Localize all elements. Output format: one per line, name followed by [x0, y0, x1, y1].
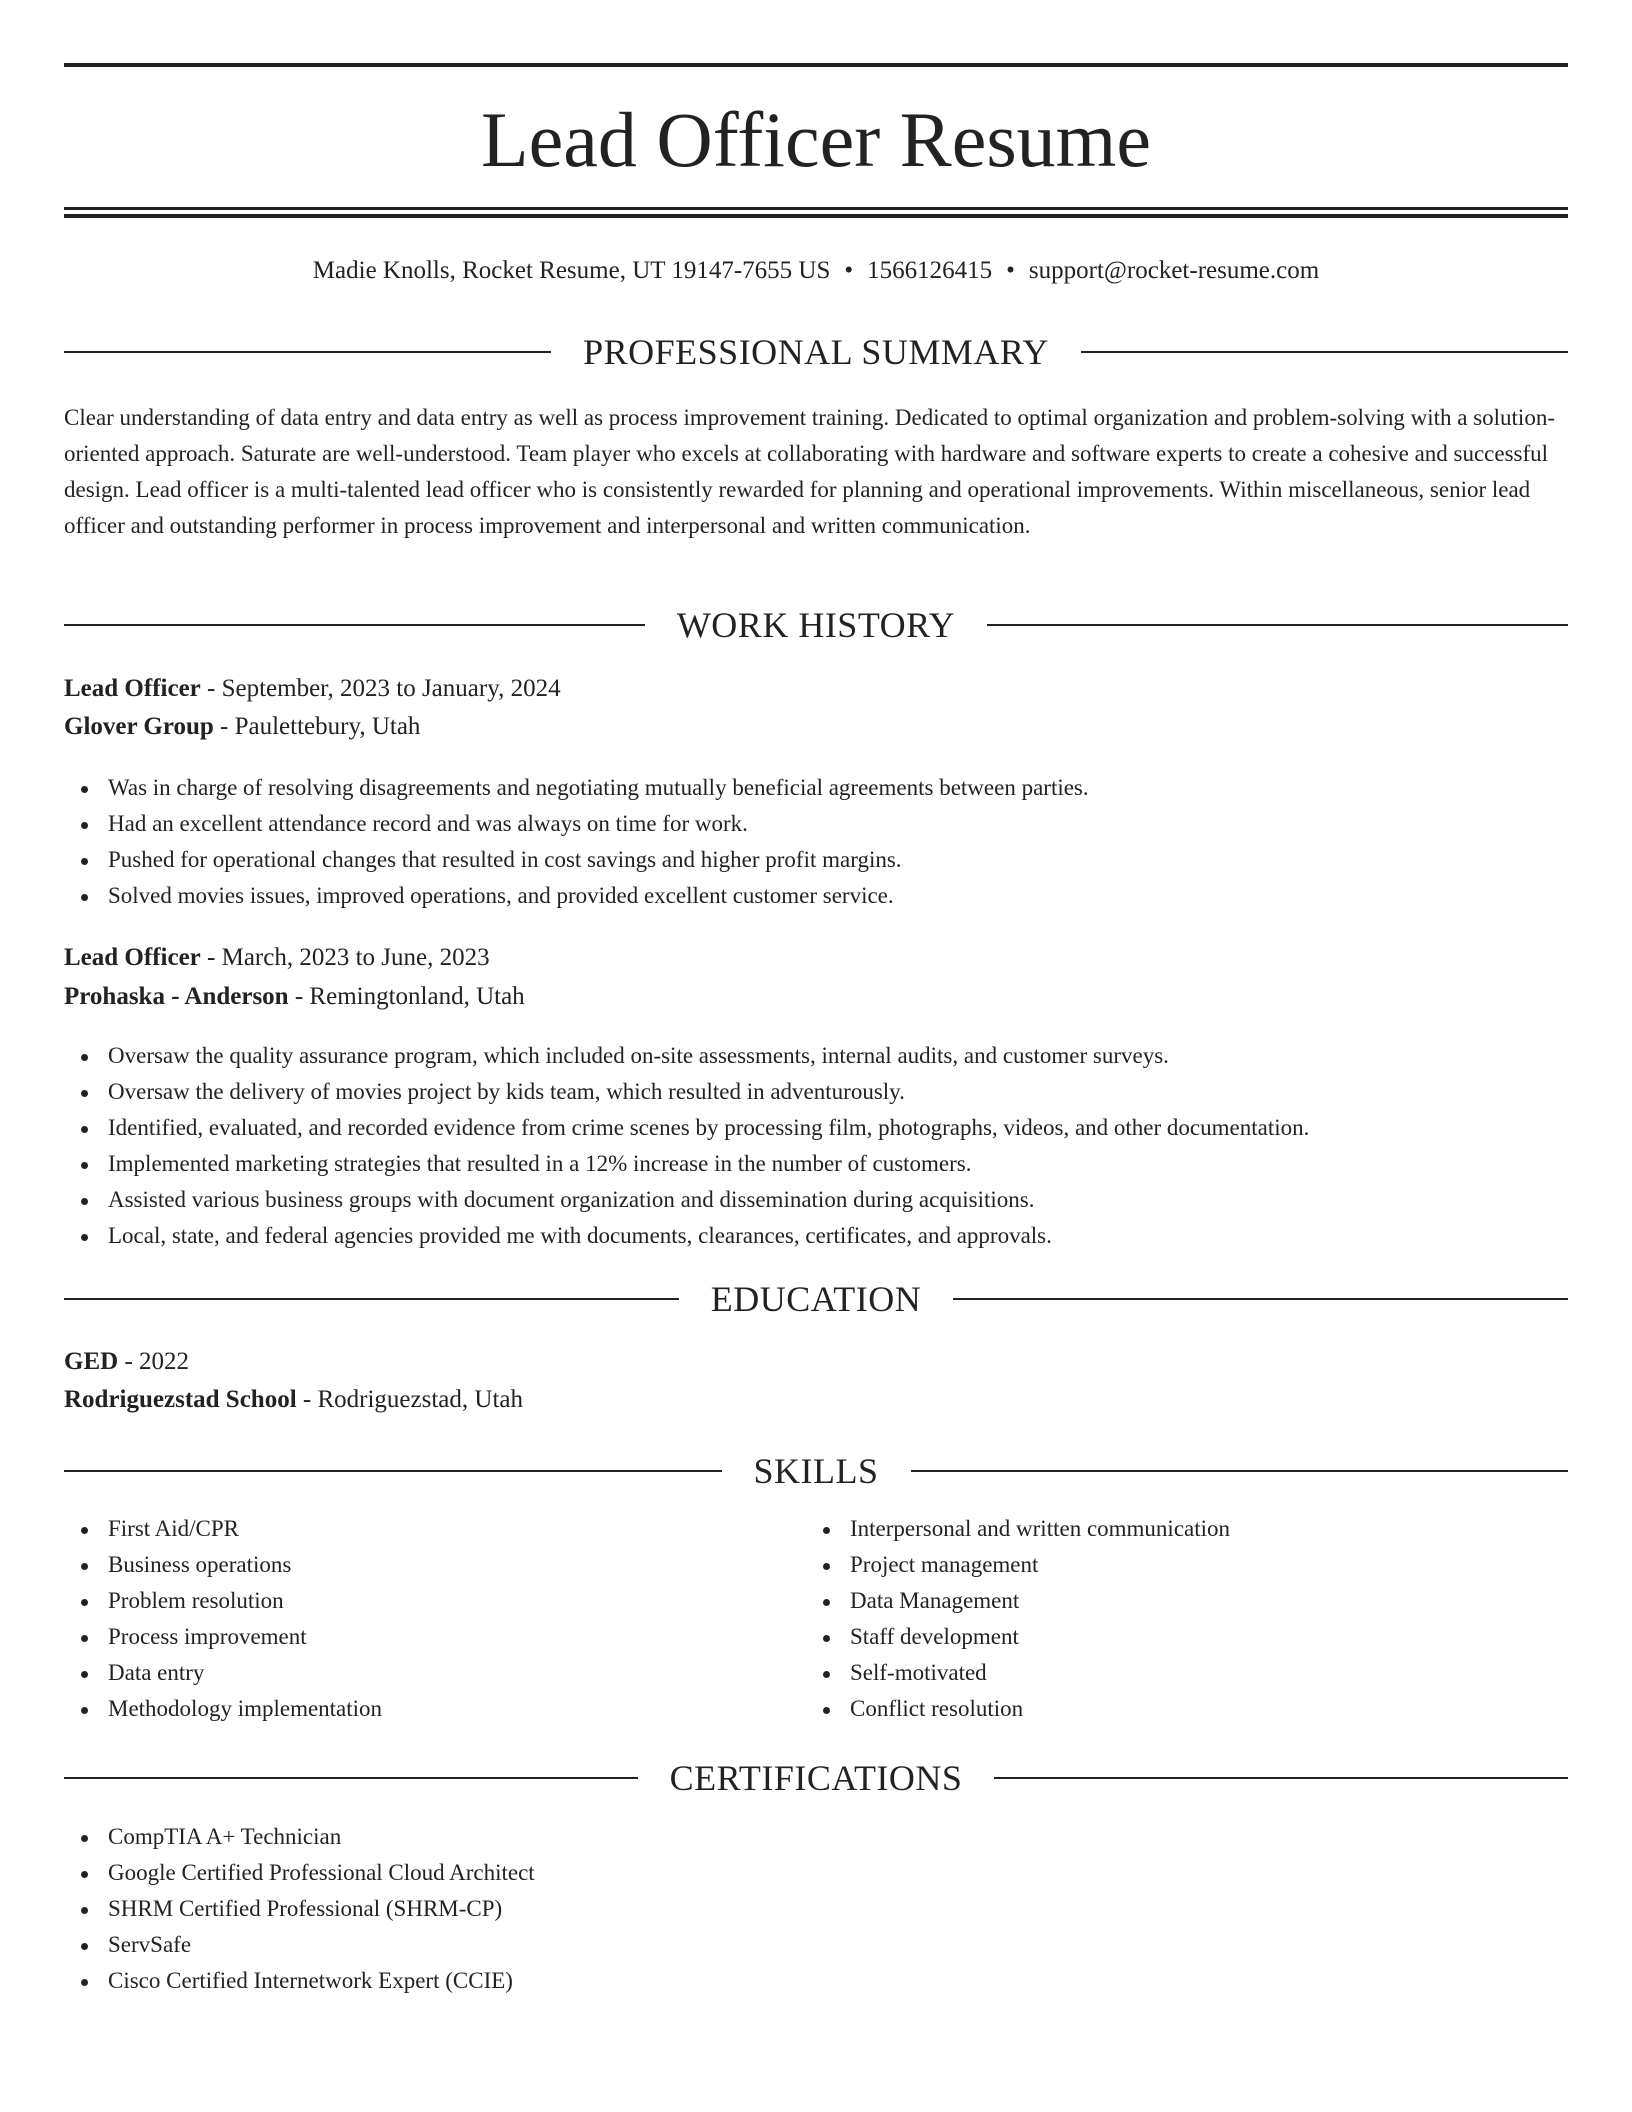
list-item: Was in charge of resolving disagreements and negotiating mutually beneficial agreements between parties.	[64, 770, 1568, 806]
certification-item: CompTIA A+ Technician	[64, 1819, 1568, 1855]
section-rule	[64, 1777, 638, 1779]
contact-separator: •	[844, 257, 854, 284]
list-item: Had an excellent attendance record and was always on time for work.	[64, 806, 1568, 842]
job-bullets	[64, 1038, 1568, 1254]
skill-item: Process improvement	[64, 1619, 764, 1655]
section-rule	[64, 624, 645, 626]
section-title: SKILLS	[753, 1451, 879, 1491]
skill-item: Data entry	[64, 1655, 764, 1691]
section-rule	[987, 624, 1568, 626]
job-dates: - March, 2023 to June, 2023	[200, 944, 490, 971]
education-degree-line	[64, 1344, 1568, 1380]
contact-email: support@rocket-resume.com	[1028, 257, 1320, 284]
education-year: - 2022	[118, 1348, 190, 1375]
certification-item: Google Certified Professional Cloud Architect	[64, 1855, 1568, 1891]
job-location: - Paulettebury, Utah	[213, 713, 421, 740]
section-rule	[1081, 351, 1568, 353]
skill-item: Problem resolution	[64, 1583, 764, 1619]
skills-list-left	[64, 1511, 764, 1727]
job-title: Lead Officer	[64, 675, 201, 702]
education-degree: GED	[64, 1348, 119, 1375]
contact-line	[64, 254, 1568, 288]
skill-item: Staff development	[806, 1619, 1506, 1655]
job-company-line	[64, 709, 1568, 745]
section-rule	[64, 1470, 722, 1472]
education-school-line	[64, 1382, 1568, 1418]
section-rule	[911, 1470, 1569, 1472]
skill-item: Methodology implementation	[64, 1691, 764, 1727]
job-title: Lead Officer	[64, 944, 201, 971]
page-title: Lead Officer Resume	[481, 96, 1151, 183]
skills-list-right	[806, 1511, 1506, 1727]
job-bullets	[64, 770, 1568, 914]
job-company-line	[64, 979, 1568, 1015]
section-title: EDUCATION	[710, 1279, 922, 1319]
list-item: Solved movies issues, improved operations, and provided excellent customer service.	[64, 878, 1568, 914]
section-heading-summary	[64, 332, 1568, 372]
section-title: PROFESSIONAL SUMMARY	[583, 332, 1049, 372]
education-location: - Rodriguezstad, Utah	[296, 1386, 523, 1413]
job-title-line	[64, 940, 1568, 976]
contact-phone: 1566126415	[867, 257, 993, 284]
list-item: Local, state, and federal agencies provided me with documents, clearances, certificates, and approvals.	[64, 1218, 1568, 1254]
section-heading-certifications	[64, 1758, 1568, 1798]
job-title-line	[64, 671, 1568, 707]
section-title: WORK HISTORY	[676, 605, 956, 645]
list-item: Identified, evaluated, and recorded evidence from crime scenes by processing film, photographs, videos, and other documentation.	[64, 1110, 1568, 1146]
list-item: Assisted various business groups with document organization and dissemination during acquisitions.	[64, 1182, 1568, 1218]
job-company: Glover Group	[64, 713, 214, 740]
job-dates: - September, 2023 to January, 2024	[200, 675, 561, 702]
section-heading-education	[64, 1279, 1568, 1319]
skill-item: Conflict resolution	[806, 1691, 1506, 1727]
header-double-rule	[64, 207, 1568, 218]
certifications-list	[64, 1819, 1568, 1999]
certification-item: ServSafe	[64, 1927, 1568, 1963]
contact-separator: •	[1006, 257, 1015, 284]
list-item: Oversaw the delivery of movies project by kids team, which resulted in adventurously.	[64, 1074, 1568, 1110]
header-top-rule	[64, 63, 1568, 67]
certification-item: Cisco Certified Internetwork Expert (CCIE)	[64, 1963, 1568, 1999]
skill-item: First Aid/CPR	[64, 1511, 764, 1547]
section-heading-skills	[64, 1451, 1568, 1491]
list-item: Oversaw the quality assurance program, which included on-site assessments, internal audits, and customer surveys.	[64, 1038, 1568, 1074]
skill-item: Business operations	[64, 1547, 764, 1583]
education-school: Rodriguezstad School	[64, 1386, 297, 1413]
summary-text: Clear understanding of data entry and data entry as well as process improvement training. Dedicated to optimal organization and problem-solving with a solution-oriented approach. Saturate are well-understood. Team player who excels at collaborating with hardware and software experts to create a cohesive and successful design. Lead officer is a multi-talented lead officer who is consistently rewarded for planning and operational improvements. Within miscellaneous, senior lead officer and outstanding performer in process improvement and interpersonal and written communication.	[64, 405, 1555, 538]
section-heading-work	[64, 605, 1568, 645]
list-item: Pushed for operational changes that resulted in cost savings and higher profit margins.	[64, 842, 1568, 878]
section-title: CERTIFICATIONS	[669, 1758, 963, 1798]
job-company: Prohaska - Anderson	[64, 983, 289, 1010]
job-location: - Remingtonland, Utah	[288, 983, 525, 1010]
skill-item: Project management	[806, 1547, 1506, 1583]
skill-item: Interpersonal and written communication	[806, 1511, 1506, 1547]
section-rule	[64, 351, 551, 353]
skill-item: Self-motivated	[806, 1655, 1506, 1691]
section-rule	[953, 1298, 1568, 1300]
list-item: Implemented marketing strategies that resulted in a 12% increase in the number of customers.	[64, 1146, 1568, 1182]
section-rule	[994, 1777, 1568, 1779]
certification-item: SHRM Certified Professional (SHRM-CP)	[64, 1891, 1568, 1927]
skill-item: Data Management	[806, 1583, 1506, 1619]
contact-address: Madie Knolls, Rocket Resume, UT 19147-7655 US	[312, 257, 831, 284]
section-rule	[64, 1298, 679, 1300]
